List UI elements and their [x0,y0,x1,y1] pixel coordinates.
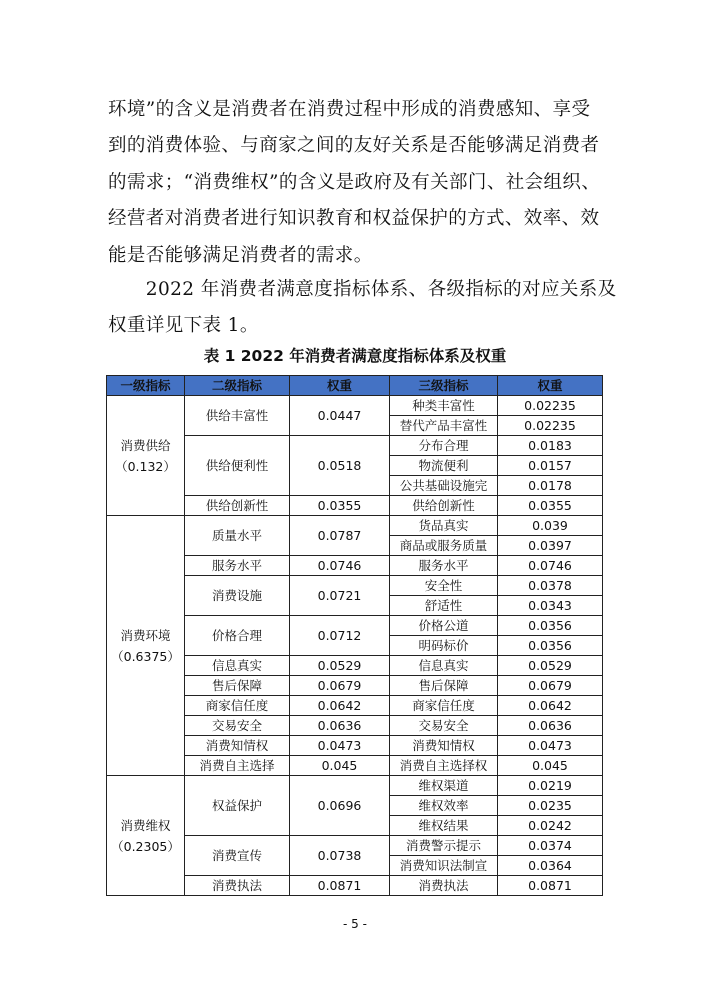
level3-weight: 0.02235 [498,396,603,416]
level3-weight: 0.0364 [498,856,603,876]
level3-name: 安全性 [390,576,498,596]
level3-weight: 0.0157 [498,456,603,476]
level3-weight: 0.0374 [498,836,603,856]
text-line: 权重详见下表 1。 [108,315,259,337]
table-row [107,396,603,416]
level3-name: 分布合理 [390,436,498,456]
level3-name: 信息真实 [390,656,498,676]
level3-name: 消费自主选择权 [390,756,498,776]
table-body [107,396,603,896]
text-line: 2022 年消费者满意度指标体系、各级指标的对应关系及 [108,279,617,300]
body-paragraph-2 [108,272,617,345]
level2-name: 消费设施 [185,576,290,616]
level3-name: 服务水平 [390,556,498,576]
level3-name: 舒适性 [390,596,498,616]
header-level2: 二级指标 [185,376,290,396]
level3-name: 消费执法 [390,876,498,896]
level3-weight: 0.0343 [498,596,603,616]
text-line: 经营者对消费者进行知识教育和权益保护的方式、效率、效 [108,208,600,230]
level1-name: 消费环境 [120,627,171,643]
level2-weight: 0.0746 [290,556,390,576]
level2-weight: 0.0871 [290,876,390,896]
level3-weight: 0.0679 [498,676,603,696]
level3-weight: 0.0235 [498,796,603,816]
level3-weight: 0.0746 [498,556,603,576]
body-paragraph-1 [108,92,603,274]
level2-name: 交易安全 [185,716,290,736]
table-row [107,516,603,536]
level3-weight: 0.045 [498,756,603,776]
level3-weight: 0.0636 [498,716,603,736]
level1-weight: （0.6375） [111,648,180,664]
level3-name: 商家信任度 [390,696,498,716]
level3-weight: 0.0183 [498,436,603,456]
level2-weight: 0.0642 [290,696,390,716]
level3-weight: 0.0355 [498,496,603,516]
level3-weight: 0.0473 [498,736,603,756]
level2-weight: 0.0473 [290,736,390,756]
level2-weight: 0.0787 [290,516,390,556]
level2-name: 服务水平 [185,556,290,576]
header-level3: 三级指标 [390,376,498,396]
level2-weight: 0.0712 [290,616,390,656]
level2-name: 消费宣传 [185,836,290,876]
level2-name: 信息真实 [185,656,290,676]
level3-name: 维权渠道 [390,776,498,796]
level2-name: 质量水平 [185,516,290,556]
level3-name: 货品真实 [390,516,498,536]
level2-name: 价格合理 [185,616,290,656]
level3-weight: 0.0242 [498,816,603,836]
level1-name: 消费维权 [120,817,171,833]
level2-name: 供给丰富性 [185,396,290,436]
level3-weight: 0.0871 [498,876,603,896]
level2-name: 售后保障 [185,676,290,696]
level3-weight: 0.0356 [498,636,603,656]
level2-weight: 0.0355 [290,496,390,516]
level2-weight: 0.0696 [290,776,390,836]
level2-name: 商家信任度 [185,696,290,716]
header-weight2: 权重 [290,376,390,396]
level3-name: 维权结果 [390,816,498,836]
level3-name: 种类丰富性 [390,396,498,416]
level3-name: 价格公道 [390,616,498,636]
level3-weight: 0.0356 [498,616,603,636]
level3-name: 消费知情权 [390,736,498,756]
level1-cell [107,776,185,896]
table-header-row [107,376,603,396]
level3-weight: 0.0397 [498,536,603,556]
level1-weight: （0.2305） [111,838,180,854]
header-weight3: 权重 [498,376,603,396]
table-caption: 表 1 2022 年消费者满意度指标体系及权重 [203,347,507,365]
level3-weight: 0.0219 [498,776,603,796]
index-weight-table [106,375,603,896]
level3-name: 明码标价 [390,636,498,656]
level1-weight: （0.132） [115,458,176,474]
level3-name: 交易安全 [390,716,498,736]
text-line: 能是否能够满足消费者的需求。 [108,244,373,266]
level2-weight: 0.0721 [290,576,390,616]
level2-name: 权益保护 [185,776,290,836]
level2-weight: 0.0529 [290,656,390,676]
level3-name: 替代产品丰富性 [390,416,498,436]
text-line: 环境”的含义是消费者在消费过程中形成的消费感知、享受 [108,99,591,120]
level3-weight: 0.0178 [498,476,603,496]
text-line: 的需求；“消费维权”的含义是政府及有关部门、社会组织、 [108,171,601,193]
level2-name: 供给创新性 [185,496,290,516]
level2-name: 消费执法 [185,876,290,896]
level3-name: 消费警示提示 [390,836,498,856]
level3-name: 维权效率 [390,796,498,816]
page-number: - 5 - [343,917,367,931]
level2-weight: 0.0518 [290,436,390,496]
level2-weight: 0.0636 [290,716,390,736]
level2-name: 消费知情权 [185,736,290,756]
level3-weight: 0.0642 [498,696,603,716]
level3-name: 供给创新性 [390,496,498,516]
level3-name: 消费知识法制宣 [390,856,498,876]
table-row [107,776,603,796]
level1-cell [107,396,185,516]
level3-weight: 0.02235 [498,416,603,436]
level3-weight: 0.0378 [498,576,603,596]
level2-name: 消费自主选择 [185,756,290,776]
text-line: 到的消费体验、与商家之间的友好关系是否能够满足消费者 [108,135,600,157]
header-level1: 一级指标 [107,376,185,396]
level3-weight: 0.0529 [498,656,603,676]
level1-cell [107,516,185,776]
level3-name: 商品或服务质量 [390,536,498,556]
level2-weight: 0.045 [290,756,390,776]
level3-weight: 0.039 [498,516,603,536]
level3-name: 公共基础设施完 [390,476,498,496]
level3-name: 售后保障 [390,676,498,696]
level2-weight: 0.0738 [290,836,390,876]
level2-weight: 0.0447 [290,396,390,436]
level3-name: 物流便利 [390,456,498,476]
level2-weight: 0.0679 [290,676,390,696]
level1-name: 消费供给 [120,437,171,453]
level2-name: 供给便利性 [185,436,290,496]
